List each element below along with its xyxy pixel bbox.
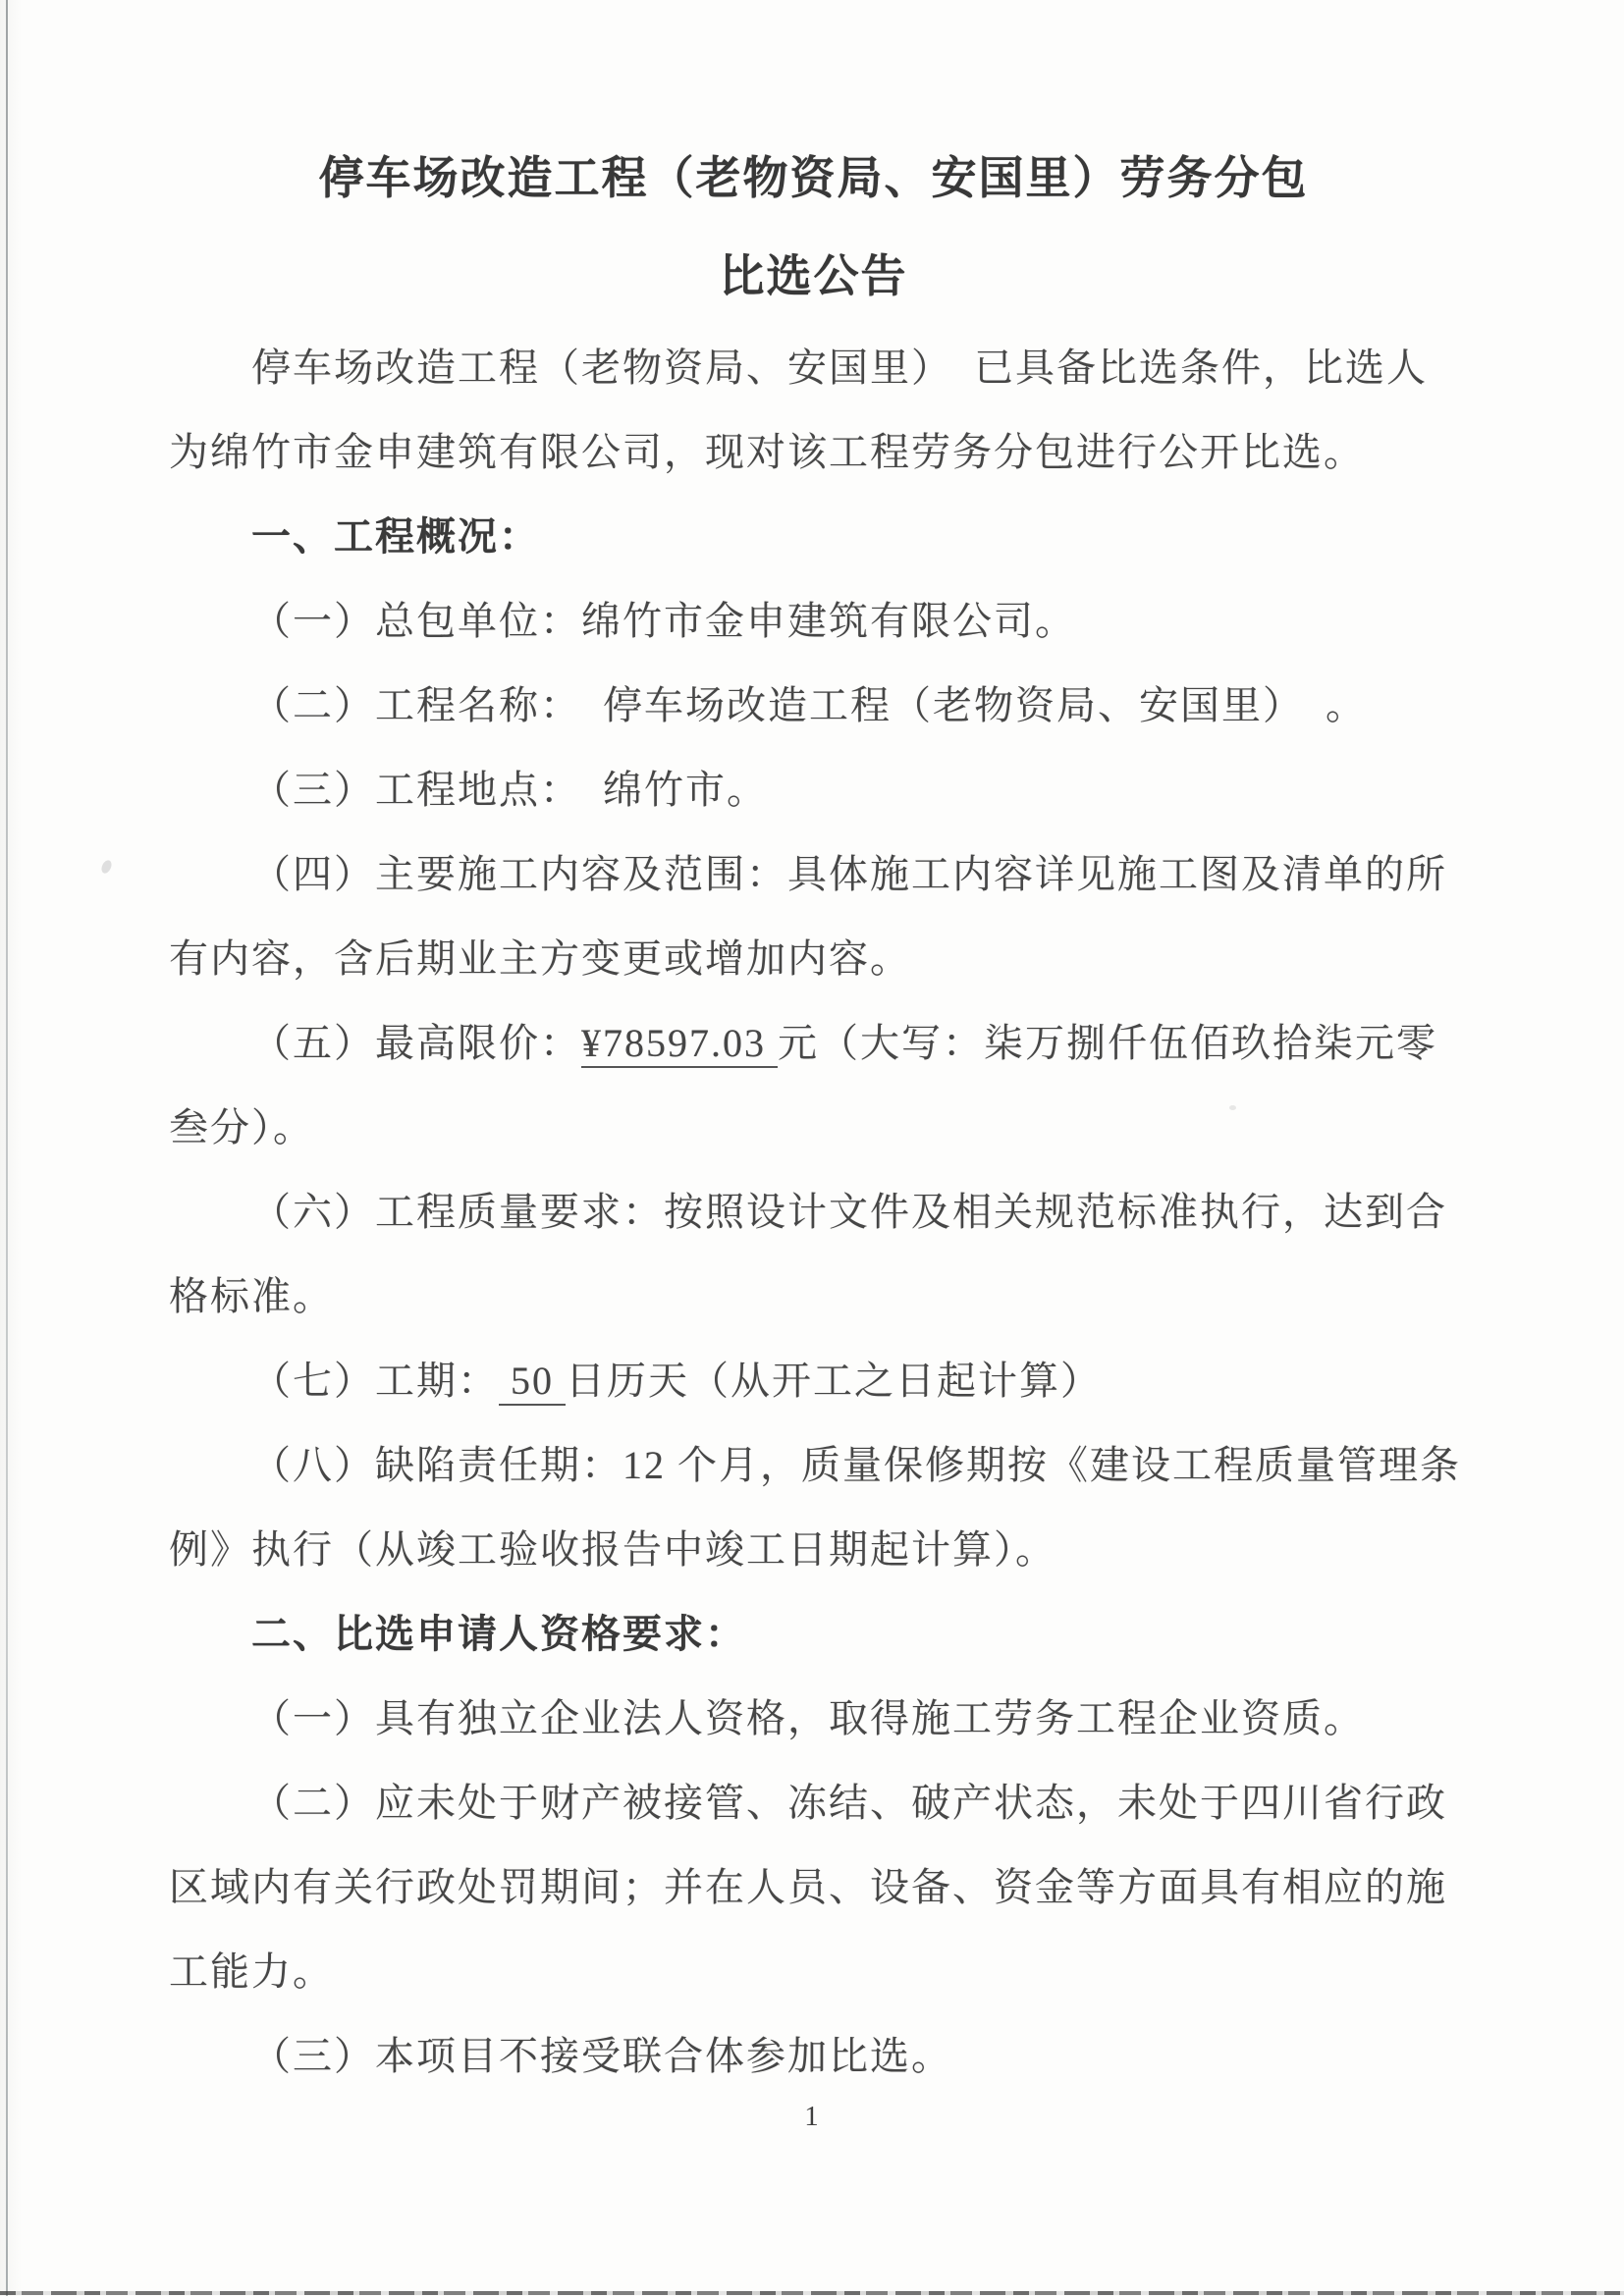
page-number: 1 — [804, 2101, 820, 2132]
text-segment: 区域内有关行政处罚期间；并在人员、设备、资金等方面具有相应的施 — [169, 1865, 1447, 1909]
doc-line-14 — [169, 1423, 1461, 1508]
doc-line-13 — [169, 1339, 1458, 1423]
doc-line-2 — [169, 410, 1458, 495]
title-line-1: 停车场改造工程（老物资局、安国里）劳务分包 — [318, 153, 1309, 203]
duration-days-value: 50 — [499, 1359, 566, 1406]
doc-line-21 — [169, 2014, 1458, 2099]
text-segment: （六）工程质量要求：按照设计文件及相关规范标准执行，达到合 — [251, 1190, 1447, 1234]
doc-line-12 — [169, 1255, 1458, 1339]
doc-line-6 — [169, 748, 1458, 832]
doc-line-17 — [169, 1677, 1458, 1761]
doc-line-10 — [169, 1086, 1458, 1170]
title-line-2: 比选公告 — [719, 251, 908, 301]
text-segment: （三）工程地点： 绵竹市。 — [251, 768, 768, 812]
text-segment: （一）总包单位：绵竹市金申建筑有限公司。 — [251, 599, 1076, 643]
text-segment: （四）主要施工内容及范围：具体施工内容详见施工图及清单的所 — [251, 852, 1447, 896]
text-segment: （二）应未处于财产被接管、冻结、破产状态，未处于四川省行政 — [251, 1781, 1447, 1825]
text-segment: 叁分）。 — [169, 1105, 314, 1149]
scan-speck — [99, 859, 113, 875]
doc-line-5 — [169, 664, 1458, 748]
text-segment: 工能力。 — [169, 1949, 334, 1994]
text-segment: （二）工程名称： 停车场改造工程（老物资局、安国里） 。 — [251, 683, 1367, 727]
doc-line-16 — [169, 1592, 1458, 1677]
document-title — [169, 130, 1458, 326]
text-segment: 一、工程概况： — [251, 514, 540, 559]
text-segment: 格标准。 — [169, 1274, 334, 1318]
doc-line-15 — [169, 1508, 1458, 1592]
text-segment: 有内容，含后期业主方变更或增加内容。 — [169, 936, 911, 981]
doc-line-9 — [169, 1001, 1458, 1086]
text-segment: 例》执行（从竣工验收报告中竣工日期起计算）。 — [169, 1527, 1056, 1572]
text-segment: （八）缺陷责任期：12 个月，质量保修期按《建设工程质量管理条 — [251, 1443, 1461, 1487]
text-segment: 元（大写：柒万捌仟伍佰玖拾柒元零 — [778, 1021, 1437, 1065]
doc-line-3 — [169, 495, 1458, 579]
scan-speck — [1229, 1105, 1236, 1110]
scan-bottom-edge-line — [0, 2291, 1624, 2295]
doc-line-19 — [169, 1845, 1458, 1930]
doc-line-8 — [169, 917, 1458, 1001]
doc-line-1 — [169, 326, 1458, 410]
document-body — [169, 326, 1461, 2099]
doc-line-18 — [169, 1761, 1458, 1845]
doc-line-20 — [169, 1930, 1458, 2014]
doc-line-4 — [169, 579, 1458, 664]
text-segment: （五）最高限价： — [251, 1021, 581, 1065]
text-segment: （三）本项目不接受联合体参加比选。 — [251, 2034, 952, 2078]
text-segment: （七）工期： — [251, 1359, 499, 1403]
doc-line-11 — [169, 1170, 1458, 1255]
text-segment: 停车场改造工程（老物资局、安国里） 已具备比选条件，比选人 — [251, 346, 1428, 390]
text-segment: （一）具有独立企业法人资格，取得施工劳务工程企业资质。 — [251, 1696, 1365, 1740]
max-price-value: ¥78597.03 — [581, 1021, 778, 1068]
text-segment: 二、比选申请人资格要求： — [251, 1612, 746, 1656]
doc-line-7 — [169, 832, 1458, 917]
text-segment: 日历天（从开工之日起计算） — [566, 1359, 1102, 1403]
text-segment: 为绵竹市金申建筑有限公司，现对该工程劳务分包进行公开比选。 — [169, 430, 1365, 474]
scan-left-edge-line — [6, 0, 8, 2296]
